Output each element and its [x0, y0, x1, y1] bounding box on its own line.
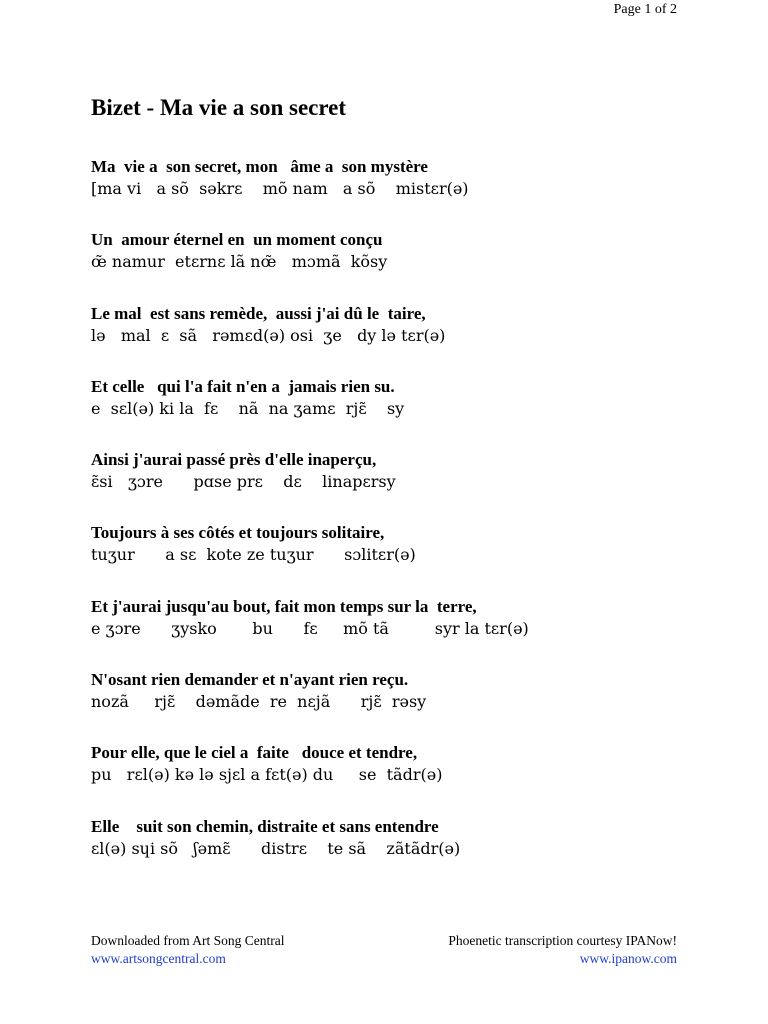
french-line: Et j'aurai jusqu'au bout, fait mon temps sur la terre,: [91, 596, 477, 616]
page-number: Page 1 of 2: [613, 2, 677, 17]
stanza-5: [91, 449, 711, 522]
ipa-line: ɛl(ǝ) sɥi sõ ʃǝmɛ̃ distrɛ te sã zãtãdr(ǝ): [91, 838, 461, 858]
ipa-line: ɛ̃si ʒɔre pɑse prɛ dɛ linapɛrsy: [91, 472, 396, 492]
ipanow-link[interactable]: www.ipanow.com: [579, 951, 677, 966]
lyrics: [91, 156, 711, 889]
stanza-1: [91, 156, 711, 229]
stanza-8: [91, 669, 711, 742]
artsongcentral-link[interactable]: www.artsongcentral.com: [91, 951, 226, 966]
stanza-6: [91, 522, 711, 595]
stanza-2: [91, 229, 711, 302]
footer-right: [448, 932, 677, 968]
stanza-7: [91, 596, 711, 669]
french-line: Elle suit son chemin, distraite et sans entendre: [91, 816, 439, 836]
ipa-line: nozã rjɛ̃ dǝmãde re nɛjã rjɛ̃ rǝsy: [91, 692, 427, 712]
stanza-9: [91, 742, 711, 815]
ipa-line: e sɛl(ǝ) ki la fɛ nã na ʒamɛ rjɛ̃ sy: [91, 398, 405, 418]
ipa-line: lǝ mal ɛ sã rǝmɛd(ǝ) osi ʒe dy lǝ tɛr(ǝ): [91, 325, 446, 345]
ipa-line: œ̃ namur etɛrnɛ lã nœ̃ mɔmã kõsy: [91, 252, 388, 272]
french-line: Ainsi j'aurai passé près d'elle inaperçu,: [91, 450, 377, 470]
stanza-4: [91, 376, 711, 449]
stanza-3: [91, 303, 711, 376]
ipa-line: pu rɛl(ǝ) kǝ lǝ sjɛl a fɛt(ǝ) du se tãdr(ǝ): [91, 765, 443, 785]
transcription-credit: Phoenetic transcription courtesy IPANow!: [448, 933, 677, 948]
source-credit: Downloaded from Art Song Central: [91, 933, 285, 948]
french-line: Le mal est sans remède, aussi j'ai dû le taire,: [91, 303, 426, 323]
footer-left: [91, 932, 284, 968]
french-line: Toujours à ses côtés et toujours solitaire,: [91, 523, 385, 543]
ipa-line: [ma vi a sõ sǝkrɛ mõ nam a sõ mistɛr(ǝ): [91, 179, 469, 198]
song-title: Bizet - Ma vie a son secret: [91, 95, 347, 120]
french-line: N'osant rien demander et n'ayant rien reçu.: [91, 670, 409, 690]
french-line: Et celle qui l'a fait n'en a jamais rien su.: [91, 376, 395, 396]
ipa-line: tuʒur a sɛ kote ze tuʒur sɔlitɛr(ǝ): [91, 545, 416, 565]
french-line: Ma vie a son secret, mon âme a son mystère: [91, 157, 428, 176]
stanza-10: [91, 816, 711, 889]
french-line: Pour elle, que le ciel a faite douce et tendre,: [91, 743, 418, 763]
french-line: Un amour éternel en un moment conçu: [91, 230, 383, 250]
ipa-line: e ʒɔre ʒysko bu fɛ mõ tã syr la tɛr(ǝ): [91, 618, 529, 638]
